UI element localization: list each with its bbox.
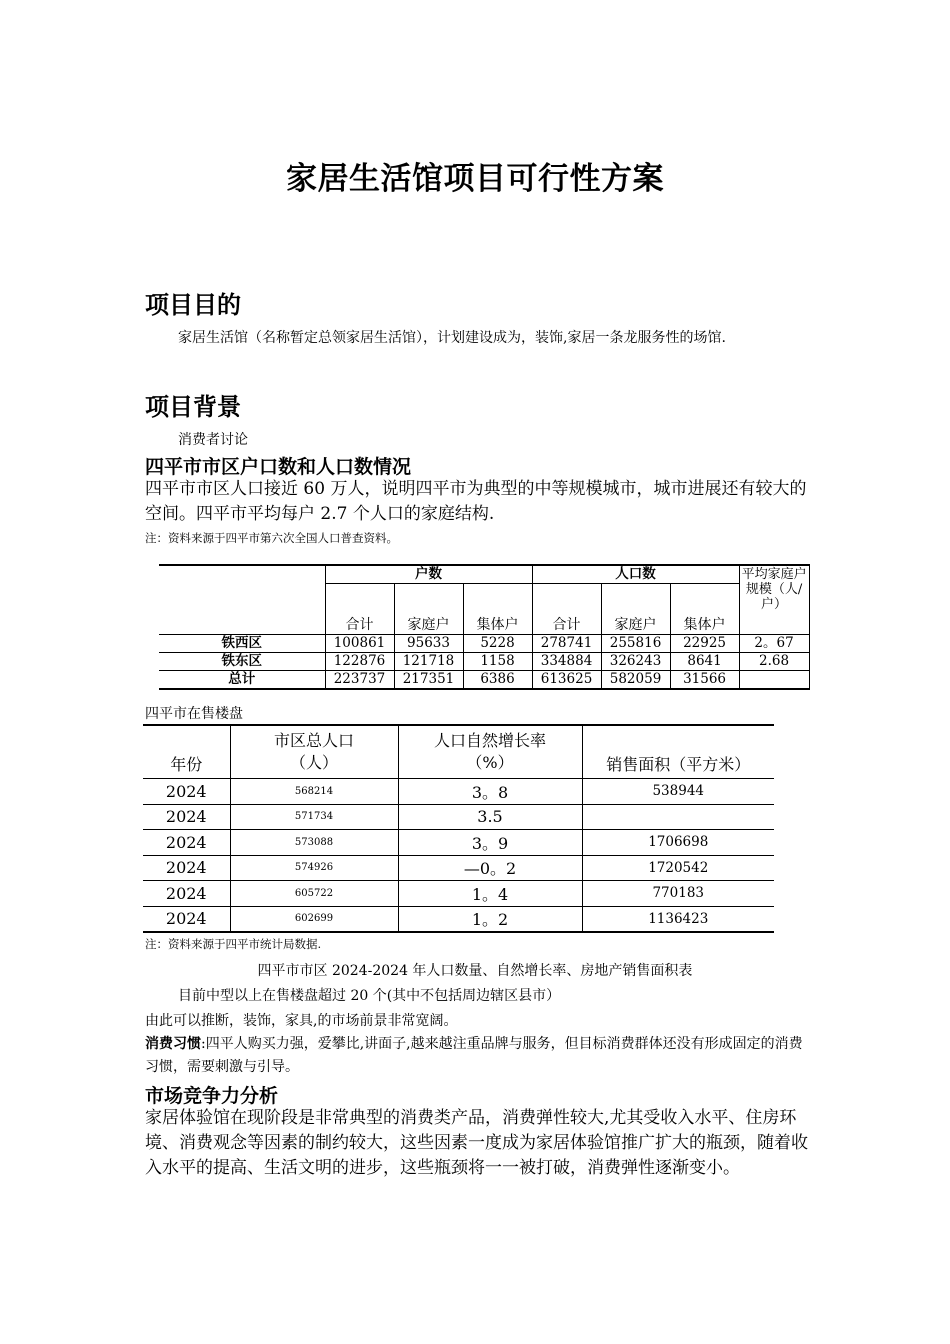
population-heading: 四平市市区户口数和人口数情况 xyxy=(145,456,412,478)
header-population xyxy=(230,725,398,779)
sub-header: 家庭户 xyxy=(394,584,463,635)
population-cell: 602699 xyxy=(230,906,398,932)
table-cell: 613625 xyxy=(532,671,601,690)
avg-household-size-header: 平均家庭户规模（人/户） xyxy=(739,565,809,635)
sales-area-cell: 770183 xyxy=(582,881,774,907)
table-row xyxy=(159,653,809,671)
growth-rate-cell: 3.5 xyxy=(398,804,582,830)
table-row xyxy=(143,855,774,881)
table-row xyxy=(143,804,774,830)
sub-header: 合计 xyxy=(325,584,394,635)
table-cell: 1158 xyxy=(463,653,532,671)
sales-area-cell: 1720542 xyxy=(582,855,774,881)
district-name: 总计 xyxy=(159,671,325,690)
population-cell: 574926 xyxy=(230,855,398,881)
year-cell: 2024 xyxy=(143,881,230,907)
table-row xyxy=(143,881,774,907)
sales-area-cell: 1706698 xyxy=(582,830,774,856)
consumer-discussion-label: 消费者讨论 xyxy=(178,432,248,448)
group-header-households: 户数 xyxy=(325,565,532,584)
district-name: 铁西区 xyxy=(159,635,325,653)
table-cell: 100861 xyxy=(325,635,394,653)
year-cell: 2024 xyxy=(143,830,230,856)
sub-header: 集体户 xyxy=(463,584,532,635)
sales-area-cell: 1136423 xyxy=(582,906,774,932)
table-cell: 6386 xyxy=(463,671,532,690)
consumption-habits-text: :四平人购买力强，爱攀比,讲面子,越来越注重品牌与服务，但目标消费群体还没有形成固定的消费习惯，需要刺激与引导。 xyxy=(145,1036,803,1075)
population-cell: 573088 xyxy=(230,830,398,856)
year-cell: 2024 xyxy=(143,855,230,881)
table-cell: 2。67 xyxy=(739,635,809,653)
housing-sales-table xyxy=(143,724,774,933)
table-cell: 223737 xyxy=(325,671,394,690)
table-row xyxy=(143,906,774,932)
table-cell: 22925 xyxy=(670,635,739,653)
table-cell: 121718 xyxy=(394,653,463,671)
header-growth-line1: 人口自然增长率 xyxy=(433,731,546,750)
growth-rate-cell: 1。2 xyxy=(398,906,582,932)
table-cell: 334884 xyxy=(532,653,601,671)
table-row xyxy=(159,635,809,653)
population-cell: 605722 xyxy=(230,881,398,907)
header-year: 年份 xyxy=(143,725,230,779)
header-population-line1: 市区总人口 xyxy=(273,731,354,750)
market-outlook-line: 由此可以推断，装饰，家具,的市场前景非常宽阔。 xyxy=(145,1013,458,1029)
sales-area-cell xyxy=(582,804,774,830)
sub-header: 集体户 xyxy=(670,584,739,635)
section-heading-purpose: 项目目的 xyxy=(145,291,241,319)
market-analysis-heading: 市场竞争力分析 xyxy=(145,1085,279,1107)
sub-header: 合计 xyxy=(532,584,601,635)
consumption-habits-label: 消费习惯 xyxy=(145,1036,201,1052)
table-cell: 122876 xyxy=(325,653,394,671)
table-cell: 217351 xyxy=(394,671,463,690)
growth-rate-cell: 3。9 xyxy=(398,830,582,856)
housing-count-line: 目前中型以上在售楼盘超过 20 个(其中不包括周边辖区县市） xyxy=(178,988,561,1004)
table-caption: 四平市市区 2024-2024 年人口数量、自然增长率、房地产销售面积表 xyxy=(257,963,693,979)
table-row xyxy=(143,779,774,805)
year-cell: 2024 xyxy=(143,779,230,805)
household-population-table xyxy=(159,564,810,690)
table-cell: 5228 xyxy=(463,635,532,653)
table-corner-cell xyxy=(159,565,325,635)
year-cell: 2024 xyxy=(143,804,230,830)
year-cell: 2024 xyxy=(143,906,230,932)
sub-header: 家庭户 xyxy=(601,584,670,635)
population-cell: 571734 xyxy=(230,804,398,830)
header-population-line2: （人） xyxy=(289,753,338,772)
table-cell xyxy=(739,671,809,690)
statistics-source-note: 注：资料来源于四平市统计局数据. xyxy=(145,937,322,951)
growth-rate-cell: 1。4 xyxy=(398,881,582,907)
market-analysis-paragraph: 家居体验馆在现阶段是非常典型的消费类产品，消费弹性较大,尤其受收入水平、住房环境、消费观念等因素的制约较大，这些因素一度成为家居体验馆推广扩大的瓶颈，随着收入水平的提高、生活文明的进步，这些瓶颈将一一被打破，消费弹性逐渐变小。 xyxy=(145,1108,808,1178)
growth-rate-cell: 3。8 xyxy=(398,779,582,805)
housing-label: 四平市在售楼盘 xyxy=(145,706,243,722)
table-cell: 8641 xyxy=(670,653,739,671)
purpose-paragraph: 家居生活馆（名称暂定总领家居生活馆），计划建设成为，装饰,家居一条龙服务性的场馆. xyxy=(178,330,726,346)
header-growth-line2: （%） xyxy=(466,753,514,772)
group-header-population: 人口数 xyxy=(532,565,739,584)
table-cell: 582059 xyxy=(601,671,670,690)
population-cell: 568214 xyxy=(230,779,398,805)
population-paragraph: 四平市市区人口接近 60 万人，说明四平市为典型的中等规模城市，城市进展还有较大的空间。四平市平均每户 2.7 个人口的家庭结构. xyxy=(145,479,807,524)
table-cell: 326243 xyxy=(601,653,670,671)
header-sales-area: 销售面积（平方米） xyxy=(582,725,774,779)
table-cell: 278741 xyxy=(532,635,601,653)
growth-rate-cell: —0。2 xyxy=(398,855,582,881)
table-row xyxy=(143,830,774,856)
table-cell: 95633 xyxy=(394,635,463,653)
table-row xyxy=(159,671,809,690)
table-cell: 2.68 xyxy=(739,653,809,671)
district-name: 铁东区 xyxy=(159,653,325,671)
sales-area-cell: 538944 xyxy=(582,779,774,805)
table-cell: 255816 xyxy=(601,635,670,653)
header-growth-rate xyxy=(398,725,582,779)
table-cell: 31566 xyxy=(670,671,739,690)
census-source-note: 注：资料来源于四平市第六次全国人口普查资料。 xyxy=(145,531,398,545)
consumption-habits-paragraph xyxy=(145,1033,813,1079)
page-title: 家居生活馆项目可行性方案 xyxy=(286,161,664,197)
section-heading-background: 项目背景 xyxy=(145,393,241,421)
